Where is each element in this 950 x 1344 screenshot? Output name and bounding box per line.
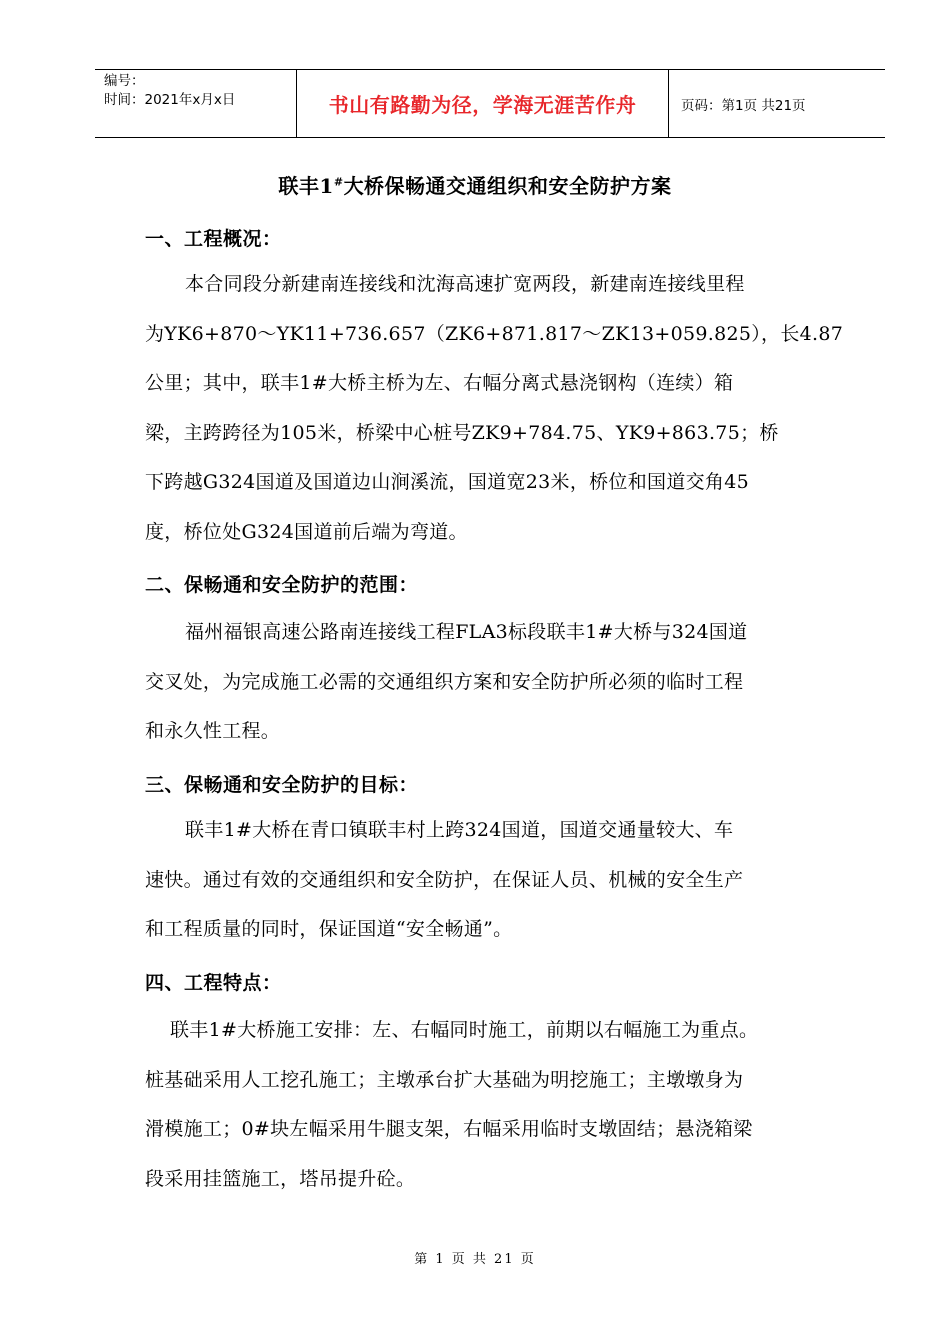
body-line: 和永久性工程。 <box>145 720 281 742</box>
header-table <box>95 69 885 138</box>
body-line: 公里；其中，联丰1#大桥主桥为左、右幅分离式悬浇钢构（连续）箱 <box>145 372 734 394</box>
document-time-label: 时间：2021年x月x日 <box>104 92 236 108</box>
body-line: 交叉处，为完成施工必需的交通组织方案和安全防护所必须的临时工程 <box>145 670 744 693</box>
header-motto: 书山有路勤为径，学海无涯苦作舟 <box>328 93 637 117</box>
body-line: 和工程质量的同时，保证国道“安全畅通”。 <box>145 918 513 940</box>
section-heading-4: 四、工程特点： <box>145 972 282 994</box>
section-body-1 <box>145 260 845 557</box>
title-suffix: 大桥保畅通交通组织和安全防护方案 <box>343 174 672 198</box>
document-title <box>0 170 950 199</box>
title-superscript: # <box>333 175 344 189</box>
document-number-label: 编号： <box>104 73 145 89</box>
body-line: 联丰1#大桥施工安排：左、右幅同时施工，前期以右幅施工为重点。 <box>170 1019 759 1041</box>
body-line: 下跨越G324国道及国道边山涧溪流，国道宽23米，桥位和国道交角45 <box>145 471 749 493</box>
header-page-cell <box>669 70 885 137</box>
body-line: 桩基础采用人工挖孔施工；主墩承台扩大基础为明挖施工；主墩墩身为 <box>145 1068 744 1091</box>
section-body-3 <box>145 806 845 955</box>
title-prefix: 联丰1 <box>278 174 334 198</box>
page-footer: 第 1 页 共 21 页 <box>414 1252 536 1267</box>
body-line: 段采用挂篮施工，塔吊提升砼。 <box>145 1167 416 1190</box>
section-heading-3: 三、保畅通和安全防护的目标： <box>145 774 419 796</box>
body-line: 为YK6+870～YK11+736.657（ZK6+871.817～ZK13+059.825），长4.87 <box>145 322 844 345</box>
section-heading-1: 一、工程概况： <box>145 228 282 250</box>
section-body-2 <box>145 608 845 757</box>
body-line: 速快。通过有效的交通组织和安全防护，在保证人员、机械的安全生产 <box>145 868 744 891</box>
body-line: 本合同段分新建南连接线和沈海高速扩宽两段，新建南连接线里程 <box>185 273 745 295</box>
section-body-4 <box>145 1006 845 1204</box>
body-line: 联丰1#大桥在青口镇联丰村上跨324国道，国道交通量较大、车 <box>185 819 734 841</box>
header-page-info: 页码：第1页 共21页 <box>681 97 806 114</box>
header-motto-cell <box>297 70 669 137</box>
body-line: 度，桥位处G324国道前后端为弯道。 <box>145 520 468 543</box>
body-line: 梁，主跨跨径为105米，桥梁中心桩号ZK9+784.75、YK9+863.75；桥 <box>145 421 779 444</box>
section-heading-2: 二、保畅通和安全防护的范围： <box>145 574 419 596</box>
body-line: 滑模施工；0#块左幅采用牛腿支架，右幅采用临时支墩固结；悬浇箱梁 <box>145 1118 753 1140</box>
header-meta-cell <box>95 70 297 137</box>
body-line: 福州福银高速公路南连接线工程FLA3标段联丰1#大桥与324国道 <box>185 621 748 643</box>
